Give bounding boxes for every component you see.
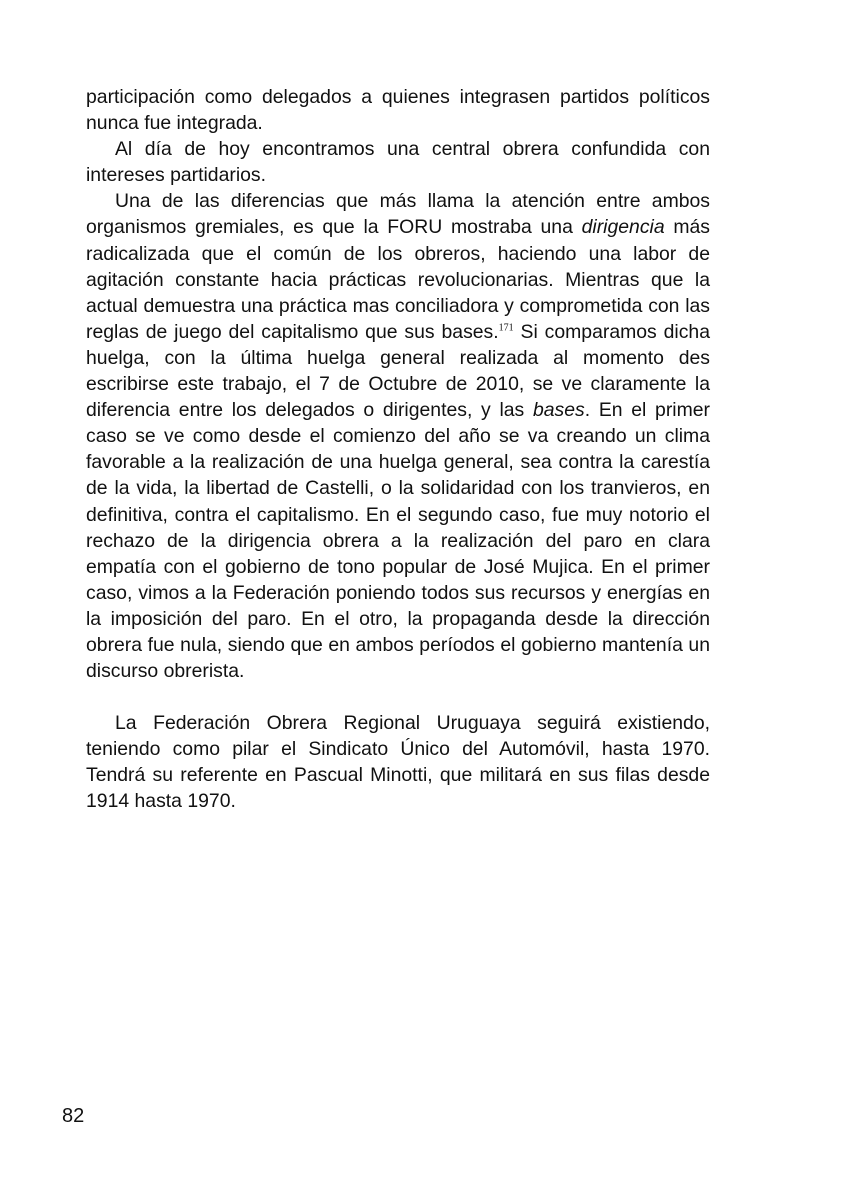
paragraph-text-part: . En el primer caso se ve como desde el comienzo del año se va creando un clima favorable a la realización de una huelga general, sea contra la carestía de la vida, la libertad de Castelli, o la solidaridad con los tranvieros, en definitiva, contra el capitalismo. En el segundo caso, fue muy notorio el rechazo de la dirigencia obrera a la realización del paro en clara empatía con el gobierno de tono popular de José Mujica. En el primer caso, vimos a la Federación poniendo todos sus recursos y energías en la imposición del paro. En el otro, la propaganda desde la dirección obrera fue nula, siendo que en ambos períodos el gobierno mantenía un discurso obrerista. <box>86 399 710 683</box>
paragraph-text-part: Una de las diferencias que más llama la atención entre ambos organismos gremiales, es que la FORU mostraba una <box>86 190 710 239</box>
page-number: 82 <box>62 1105 85 1127</box>
emphasis-bases: bases <box>532 399 585 422</box>
footnote-reference[interactable]: 171 <box>498 322 514 334</box>
paragraph-text-part: más radicalizada que el común de los obreros, haciendo una labor de agitación constante hacia prácticas revolucionarias. Mientras que la actual demuestra una práctica mas conciliadora y comprometida con las reglas de juego del capitalismo que sus bases. <box>86 216 710 343</box>
paragraph-text-part: Si comparamos dicha huelga, con la última huelga general realizada al momento des escribirse este trabajo, el 7 de Octubre de 2010, se ve claramente la diferencia entre los delegados o dirigentes, y las <box>86 320 711 422</box>
paragraph-continuation: participación como delegados a quienes integrasen partidos políticos nunca fue integrada. <box>86 86 710 135</box>
paragraph-diferencias <box>86 188 710 684</box>
emphasis-dirigencia: dirigencia <box>581 216 665 239</box>
page-body <box>86 84 710 815</box>
paragraph-spacer <box>86 684 710 710</box>
paragraph-central-obrera: Al día de hoy encontramos una central obrera confundida con intereses partidarios. <box>86 138 710 187</box>
paragraph-foru-continuidad: La Federación Obrera Regional Uruguaya seguirá existiendo, teniendo como pilar el Sindicato Único del Automóvil, hasta 1970. Tendrá su referente en Pascual Minotti, que militará en sus filas desde 1914 hasta 1970. <box>86 712 710 813</box>
